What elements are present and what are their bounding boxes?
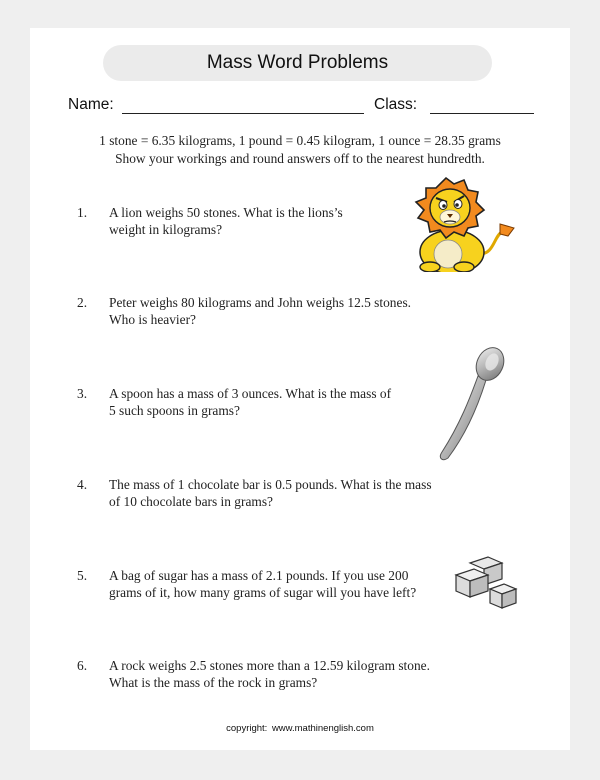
conversion-line: 1 stone = 6.35 kilograms, 1 pound = 0.45 kilogram, 1 ounce = 28.35 grams [99,133,501,148]
question-text-line: A rock weighs 2.5 stones more than a 12.59 kilogram stone. [109,658,430,673]
question-text-line: Peter weighs 80 kilograms and John weighs 12.5 stones. [109,295,412,310]
question-text-line: What is the mass of the rock in grams? [109,675,318,690]
question-text-line: A bag of sugar has a mass of 2.1 pounds. If you use 200 [109,568,409,583]
question-number: 1. [77,205,88,220]
instruction-line: Show your workings and round answers off to the nearest hundredth. [115,151,485,166]
class-label: Class: [374,96,418,113]
copyright-footer: copyright: www.mathinenglish.com [226,723,374,734]
question-text-line: of 10 chocolate bars in grams? [109,494,273,509]
name-label: Name: [68,96,114,113]
worksheet-title: Mass Word Problems [103,45,492,81]
class-blank-line[interactable] [430,113,534,114]
question-number: 6. [77,658,88,673]
question-text-line: Who is heavier? [109,312,196,327]
question-text-line: A spoon has a mass of 3 ounces. What is the mass of [109,386,392,401]
question-text-line: weight in kilograms? [109,222,223,237]
question-number: 3. [77,386,88,401]
name-blank-line[interactable] [122,113,364,114]
question-text-line: The mass of 1 chocolate bar is 0.5 pounds. What is the mass [109,477,432,492]
worksheet-page [30,28,570,750]
question-text-line: A lion weighs 50 stones. What is the lions’s [109,205,343,220]
question-text-line: grams of it, how many grams of sugar will you have left? [109,585,417,600]
question-number: 4. [77,477,88,492]
question-number: 5. [77,568,88,583]
spoon-icon [432,346,512,466]
sugar-cubes-icon [452,555,524,613]
question-text-line: 5 such spoons in grams? [109,403,240,418]
question-number: 2. [77,295,88,310]
lion-icon [402,174,522,272]
